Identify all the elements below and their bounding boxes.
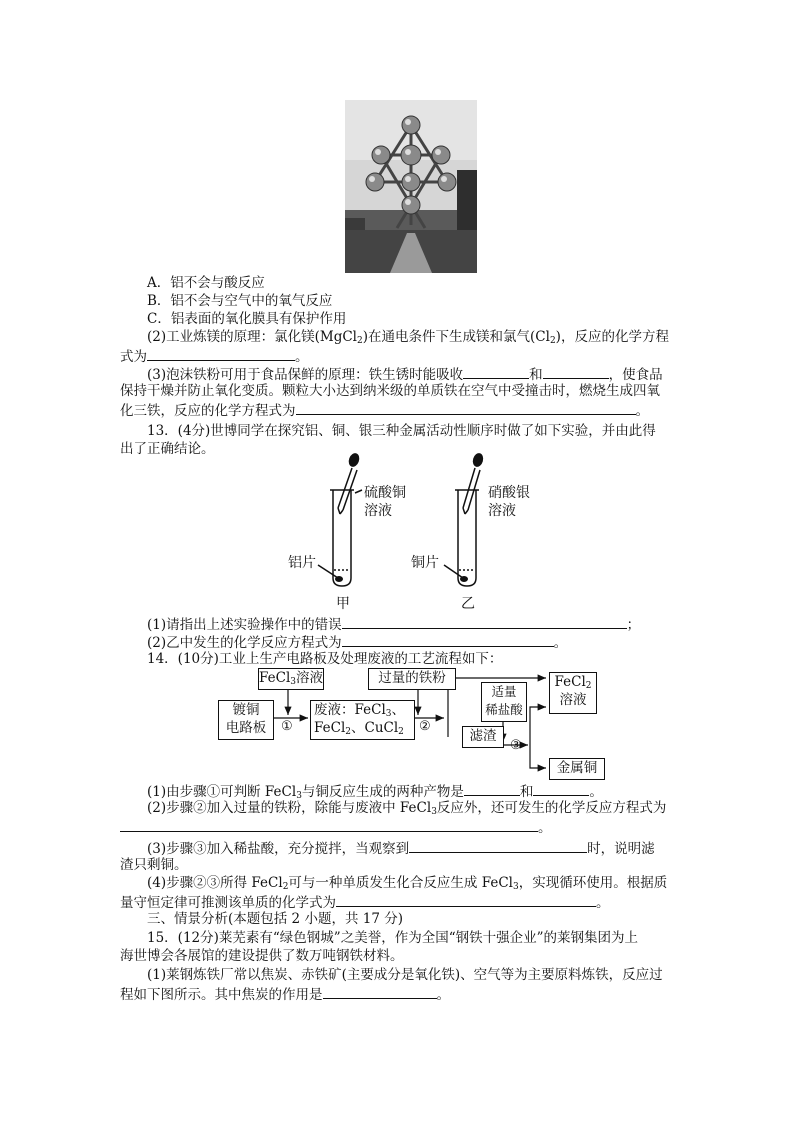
q12-p3-line2: 保持干燥并防止氧化变质。颗粒大小达到纳米级的单质铁在空气中受撞击时，燃烧生成四氧 xyxy=(120,383,660,399)
q15-line4: 程如下图所示。其中焦炭的作用是 。 xyxy=(120,984,450,1004)
atomium-photo xyxy=(345,100,477,273)
q12-p3-line3: 化三铁，反应的化学方程式为 。 xyxy=(120,400,649,420)
q13-line2: 出了正确结论。 xyxy=(120,441,215,457)
q14-p3-line1: (3)步骤③加入稀盐酸，充分搅拌，当观察到 时，说明滤 xyxy=(147,838,655,858)
tube1-name: 甲 xyxy=(336,596,350,612)
dilute-hcl-box: 适量 稀盐酸 xyxy=(481,682,527,722)
circuit-board-box: 镀铜 电路板 xyxy=(218,700,274,740)
q14-p2-line2: 。 xyxy=(120,817,552,837)
answer-blank[interactable] xyxy=(147,346,295,361)
q13-p1: (1)请指出上述实验操作中的错误 ； xyxy=(147,614,640,634)
option-b: B．铝不会与空气中的氧气反应 xyxy=(147,293,333,309)
q15-line2: 海世博会各展馆的建设提供了数万吨钢铁材料。 xyxy=(120,948,404,964)
q14-p3-line2: 渣只剩铜。 xyxy=(120,857,188,873)
q14-p2-line1: (2)步骤②加入过量的铁粉，除能与废液中 FeCl$_3$反应外，还可发生的化学反应方程式为 xyxy=(147,800,667,817)
answer-blank[interactable] xyxy=(543,364,609,379)
q12-p2-line1: (2)工业炼镁的原理：氯化镁(MgCl$_2$)在通电条件下生成镁和氯气$(Cl_2)$，反应的化学方程 xyxy=(147,329,669,346)
q14-p4-line1: (4)步骤②③所得 FeCl$_2$可与一种单质发生化合反应生成 FeCl$_3$，实现循环使用。根据质 xyxy=(147,875,668,892)
tube2-solution-label-2: 溶液 xyxy=(488,503,516,519)
q14-p1: (1)由步骤①可判断 FeCl$_3$与铜反应生成的两种产物是 和 。 xyxy=(147,781,603,801)
waste-liquid-box: 废液：FeCl$_3$、 FeCl$_2$、CuCl$_2$ xyxy=(310,700,415,740)
answer-blank[interactable] xyxy=(464,781,520,796)
tube1-solution-label-2: 溶液 xyxy=(364,503,392,519)
q14-p4-line2: 量守恒定律可推测该单质的化学式为 。 xyxy=(120,892,610,912)
option-c: C．铝表面的氧化膜具有保护作用 xyxy=(147,311,347,327)
answer-blank[interactable] xyxy=(342,614,627,629)
excess-iron-box: 过量的铁粉 xyxy=(368,668,456,690)
step-1-marker: ① xyxy=(281,719,293,734)
q12-p2-line2: 式为 。 xyxy=(120,346,309,366)
answer-blank[interactable] xyxy=(409,838,587,853)
answer-blank[interactable] xyxy=(323,984,437,999)
q13-p2: (2)乙中发生的化学反应方程式为 。 xyxy=(147,632,567,652)
answer-blank[interactable] xyxy=(342,632,554,647)
q12-p3-line1: (3)泡沫铁粉可用于食品保鲜的原理：铁生锈时能吸收 和 ，使食品 xyxy=(147,364,663,384)
answer-blank[interactable] xyxy=(463,364,529,379)
tube1-solution-label-1: 硫酸铜 xyxy=(364,485,406,501)
answer-blank[interactable] xyxy=(120,817,538,832)
tube2-solution-label-1: 硝酸银 xyxy=(488,485,530,501)
q15-line1: 15．(12分)莱芜素有“绿色钢城”之美誉，作为全国“钢铁十强企业”的莱钢集团为上 xyxy=(147,930,638,946)
q15-line3: (1)莱钢炼铁厂常以焦炭、赤铁矿(主要成分是氧化铁)、空气等为主要原料炼铁，反应过 xyxy=(147,967,663,983)
metal-copper-box: 金属铜 xyxy=(549,758,605,780)
step-3-marker: ③ xyxy=(510,738,522,753)
q13-line1: 13．(4分)世博同学在探究铝、铜、银三种金属活动性顺序时做了如下实验，并由此得 xyxy=(147,423,656,439)
filter-residue-box: 滤渣 xyxy=(462,726,504,748)
tube2-metal-label: 铜片 xyxy=(411,555,439,571)
fecl2-solution-box: FeCl$_2$ 溶液 xyxy=(549,672,597,714)
tube2-name: 乙 xyxy=(461,596,475,612)
section-3-heading: 三、情景分析(本题包括 2 小题，共 17 分) xyxy=(147,911,403,927)
fecl3-solution-box: FeCl$_3$溶液 xyxy=(258,668,324,690)
answer-blank[interactable] xyxy=(296,400,636,415)
step-2-marker: ② xyxy=(419,719,431,734)
answer-blank[interactable] xyxy=(336,892,596,907)
option-a: A．铝不会与酸反应 xyxy=(147,275,265,291)
answer-blank[interactable] xyxy=(533,781,589,796)
atomium-illustration xyxy=(345,100,477,273)
tube1-metal-label: 铝片 xyxy=(288,555,316,571)
q14-title: 14．(10分)工业上生产电路板及处理废液的工艺流程如下： xyxy=(147,651,503,667)
